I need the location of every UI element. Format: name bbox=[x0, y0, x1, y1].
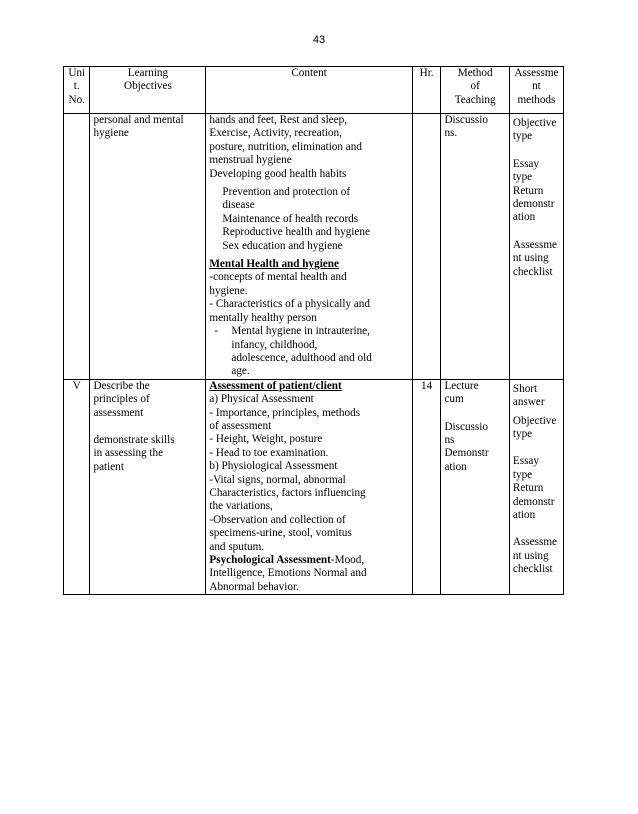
header-content: Content bbox=[206, 67, 412, 114]
header-assessment: Assessme nt methods bbox=[509, 67, 563, 114]
header-method: Method of Teaching bbox=[441, 67, 509, 114]
syllabus-table bbox=[63, 66, 564, 595]
row2-method: Lecture cum Discussio ns Demonstr ation bbox=[441, 379, 509, 595]
row1-hr bbox=[412, 114, 441, 380]
row2-unit: V bbox=[64, 379, 90, 595]
page-number: 43 bbox=[312, 34, 326, 46]
row2-objectives: Describe the principles of assessment demonstrate skills in assessing the patient bbox=[90, 379, 206, 595]
row1-content: hands and feet, Rest and sleep, Exercise, Activity, recreation, posture, nutrition, elimination and menstrual hygiene Developing good health habits Prevention and protection of disease Maintenance of health records Reproductive health and hygiene Sex education and hygiene Mental Health and hygiene -concepts of mental health and hygiene. - Characteristics of a physically and mentally healthy person - Mental hygiene in intrauterine, infancy, childhood, adolescence, adulthood and old age. bbox=[206, 114, 412, 380]
row1-assessment: Objective type Essay type Return demonstr ation Assessme nt using checklist bbox=[509, 114, 563, 380]
row1-objectives: personal and mental hygiene bbox=[90, 114, 206, 380]
assessment-heading: Assessment of patient/client bbox=[209, 379, 342, 392]
table-header-row bbox=[64, 67, 564, 114]
list-item: - Mental hygiene in intrauterine, bbox=[214, 325, 370, 338]
row2-hr: 14 bbox=[412, 379, 441, 595]
header-objectives: Learning Objectives bbox=[90, 67, 206, 114]
mental-health-heading: Mental Health and hygiene bbox=[209, 258, 339, 271]
row2-content: Assessment of patient/client a) Physical Assessment - Importance, principles, methods of assessment - Height, Weight, posture - Head to toe examination. b) Physiological Assessment -Vital signs, normal, abnormal Characteristics, factors influencing the variations, -Observation and collection of specimens-urine, stool, vomitus and sputum. Psychological Assessment-Mood, Intelligence, Emotions Normal and Abnormal behavior. bbox=[206, 379, 412, 595]
table-row bbox=[64, 114, 564, 380]
row1-unit bbox=[64, 114, 90, 380]
header-unit: Uni t. No. bbox=[64, 67, 90, 114]
header-hr: Hr. bbox=[412, 67, 441, 114]
table-row bbox=[64, 379, 564, 595]
row2-assessment: Short answer Objective type Essay type Return demonstr ation Assessme nt using checklist bbox=[509, 379, 563, 595]
row1-method: Discussio ns. bbox=[441, 114, 509, 380]
